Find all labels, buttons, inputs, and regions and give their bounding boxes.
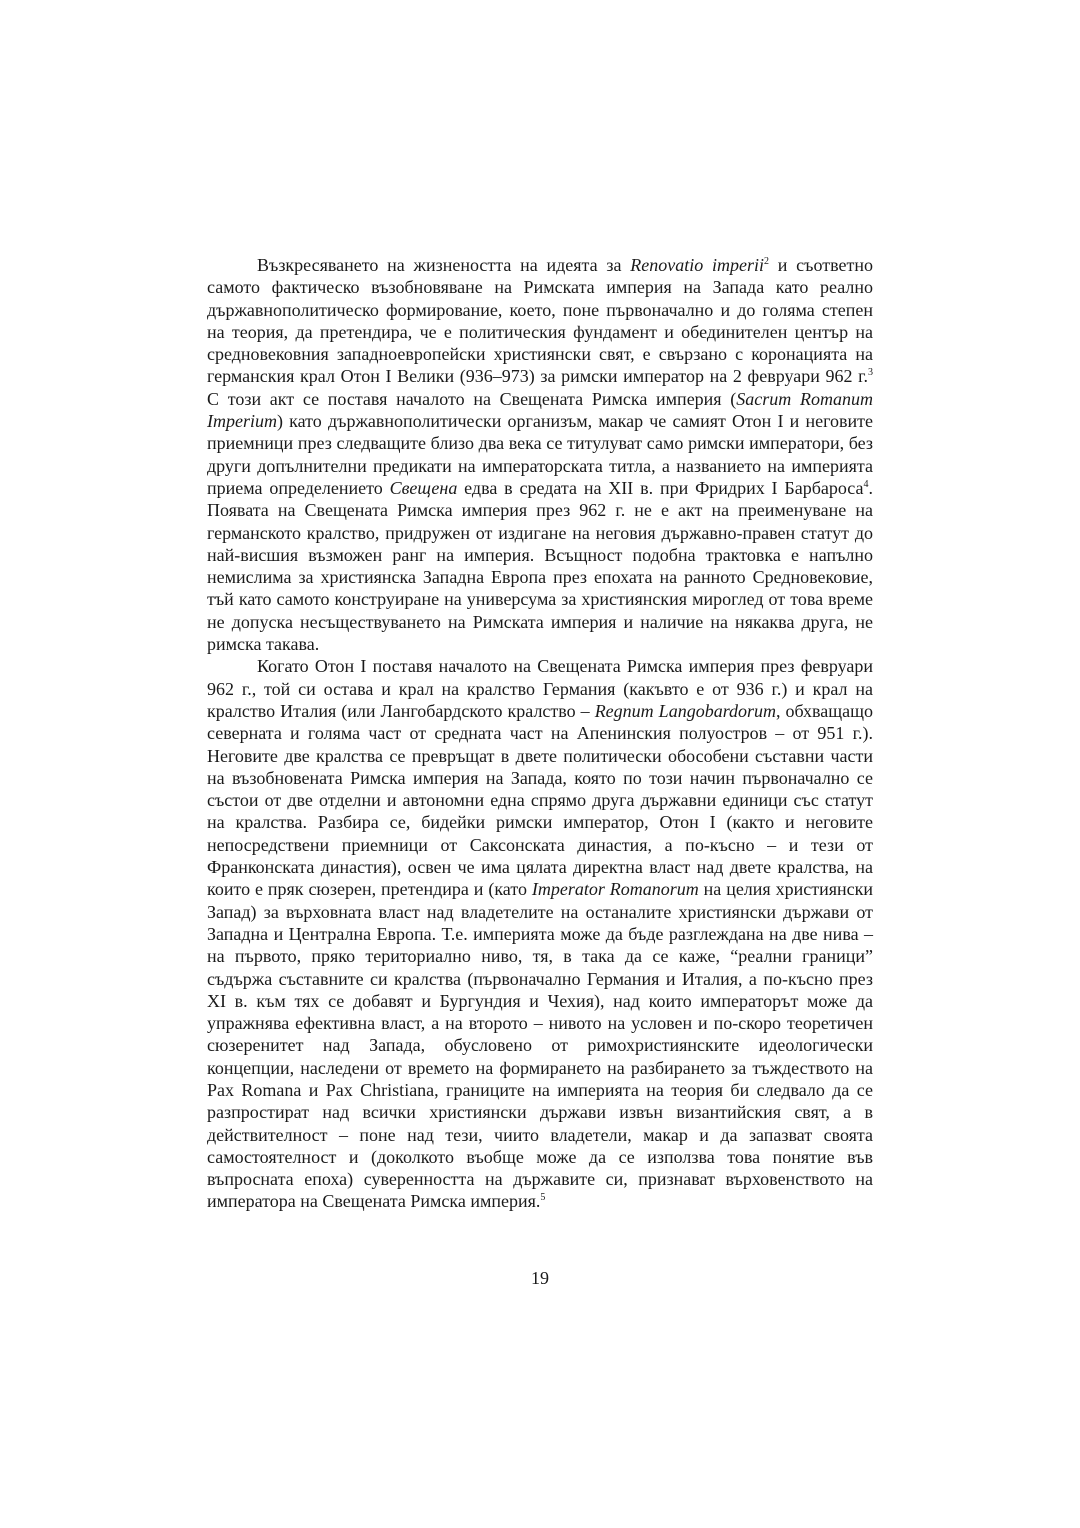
italic-term: Regnum Langobardorum — [594, 700, 777, 721]
italic-term: Свещена — [389, 477, 458, 498]
text-run: , обхващащо северната и голяма част от средната част на Апенинския полуостров – от 951 г.). Неговите две кралства се превръщат в двете политически обособени съставни части на възобновената Римска империя на Запада, която по този начин първоначално се състои от две отделни и автономни една спрямо друга държавни единици със статут на кралства. Разбира се, бидейки римски император, Отон I (както и неговите непосредствени приемници от Саксонската династия, а по-късно – и тези от Франконската династия), освен че има цялата директна власт над двете кралства, на които е пряк сюзерен, претендира и (като — [207, 700, 873, 900]
text-run: на целия християнски Запад) за върховната власт над владетелите на останалите християнски държави от Западна и Централна Европа. Т.е. империята може да бъде разглеждана на две нива – на първото, пряко териториално ниво, тя, в така да се каже, “реални граници” съдържа съставните си кралства (първоначално Германия и Италия, а по-късно през XI в. към тях се добавят и Бургундия и Чехия), над които императорът може да упражнява ефективна власт, а на второто – нивото на условен и по-скоро теоретичен сюзеренитет над Запада, обусловено от римохристиянските идеологически концепции, наследени от времето на формирането на разбирането за тъждеството на Pax Romana и Pax Christiana, границите на империята на теория би следвало да се разпростират над всички християнски държави извън византийския свят, а в действителност – поне над тези, чиито владетели, макар и да запазват своята самостоятелност и (доколкото въобще може да се използва това понятие във въпросната епоха) суверенността на държавите си, признават върховенството на императора на Свещената Римска империя. — [207, 879, 874, 1212]
text-run: С този акт се поставя началото на Свещената Римска империя ( — [207, 388, 737, 409]
text-run: едва в средата на XII в. при Фридрих I Барбароса — [457, 477, 864, 498]
body-text — [207, 254, 873, 1213]
text-run: Когато Отон I поставя началото на Свещената Римска империя през февруари 962 г., той си остава и крал на кралство Германия (какъвто е от 936 г.) и крал на кралство Италия (или Лангобардското кралство – — [207, 656, 873, 721]
paragraph — [207, 655, 873, 1212]
text-run: и съответно самото фактическо възобновяване на Римската империя на Запада като реално държавнополитическо формирование, което, поне първоначално и до голяма степен на теория, да претендира, че е политическия фундамент и обединителен център на средновековния западноевропейски християнски свят, е свързано с коронацията на германския крал Отон I Велики (936–973) за римски император на 2 февруари 962 г. — [207, 255, 873, 387]
text-run: Възкресяването на жизнеността на идеята за — [257, 255, 631, 275]
text-run: . Появата на Свещената Римска империя през 962 г. не е акт на преименуване на германското кралство, придружен от издигане на неговия държавно-правен статут до най-висшия възможен ранг на империя. Всъщност подобна трактовка е напълно немислима за християнска Западна Европа през епохата на ранното Средновековие, тъй като самото конструиране на универсума за християнския мироглед от това време не допуска несъществуването на Римската империя и наличие на някаква друга, не римска такава. — [207, 477, 873, 655]
footnote-ref: 3 — [868, 367, 873, 379]
italic-term: Renovatio imperii — [630, 255, 765, 275]
page-number: 19 — [531, 1268, 549, 1288]
paragraph — [207, 254, 873, 655]
footnote-ref: 4 — [863, 478, 869, 490]
footnote-ref: 5 — [540, 1192, 546, 1204]
footnote-ref: 2 — [764, 256, 770, 267]
italic-term: Imperator Romanorum — [531, 879, 699, 900]
italic-term: Sacrum Romanum Imperium — [207, 388, 873, 432]
text-run: ) като държавнополитически организъм, макар че самият Отон I и неговите приемници през следващите близо два века се титулуват само римски императори, без други допълнителни предикати на императорската титла, а названието на империята приема определението — [207, 411, 873, 498]
